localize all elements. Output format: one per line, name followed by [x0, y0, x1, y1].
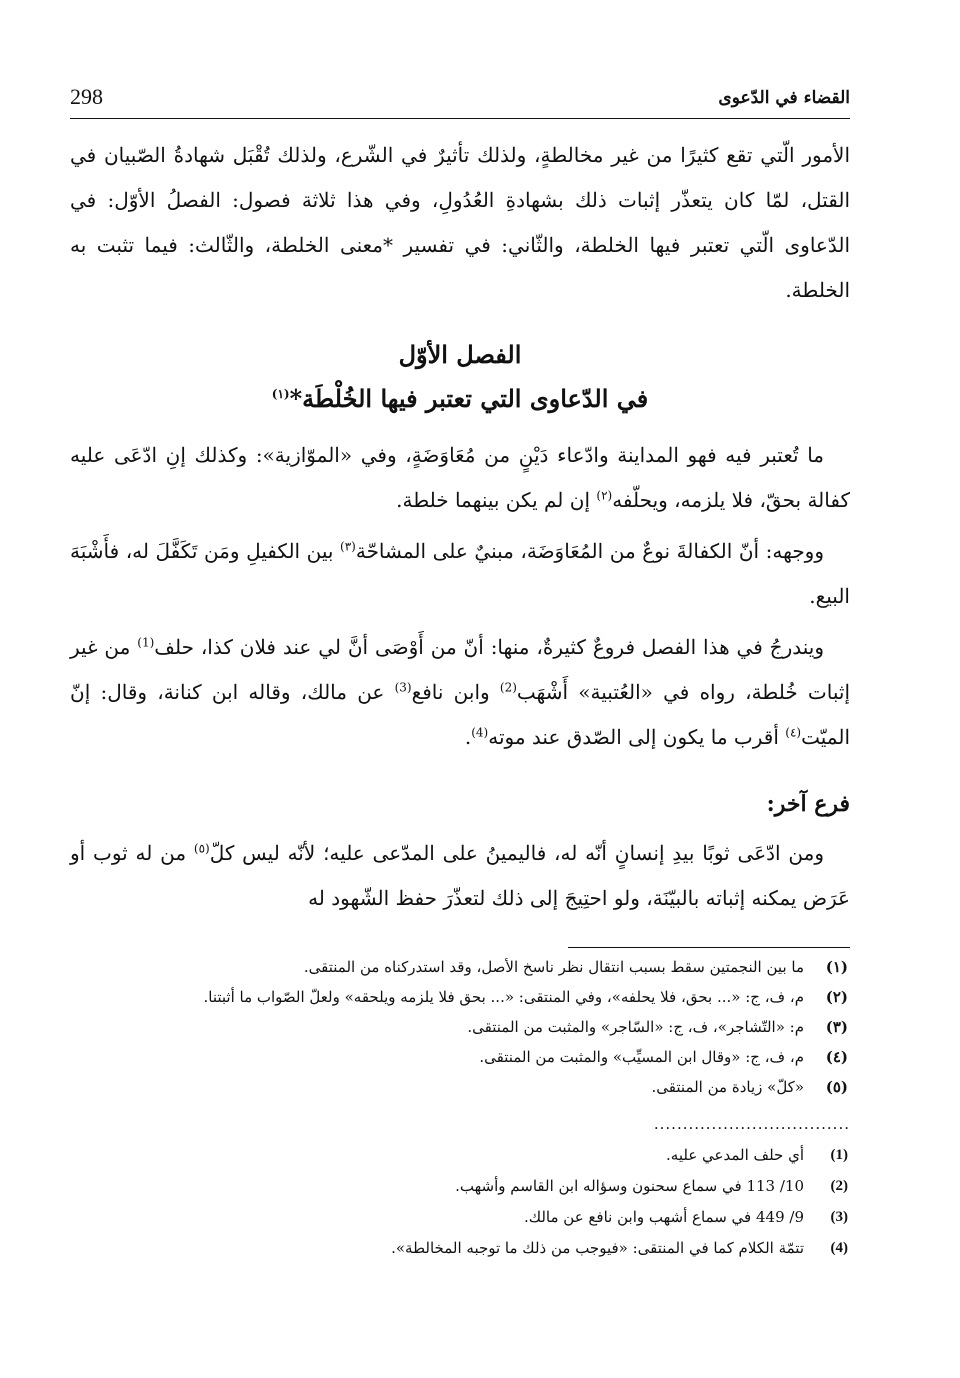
page	[70, 78, 850, 1262]
footnote: (١) ما بين النجمتين سقط بسبب انتقال نظر ناسخ الأصل، وقد استدركناه من المنتقى.	[303, 958, 848, 976]
footnote-ref: (2)	[499, 680, 517, 695]
editor-notes	[70, 1142, 850, 1262]
editor-note: (3) 9/ 449 في سماع أشهب وابن نافع عن مالك.	[523, 1208, 848, 1226]
intro-paragraph: الأمور الّتي تقع كثيرًا من غير مخالطةٍ، ولذلك تأثيرٌ في الشّرع، ولذلك تُقْبَل شهادةُ الصّبيان في القتل، لمّا كان يتعذّر إثبات ذلك بشهادةِ العُدُولِ، وفي هذا ثلاثة فصول: الفصلُ الأوّل: في الدّعاوى الّتي تعتبر فيها الخلطة، والثّاني: في تفسير *معنى الخلطة، والثّالث: فيما تثبت به الخلطة.	[70, 143, 850, 302]
paragraph-4: ومن ادّعَى ثوبًا بيدِ إنسانٍ أنّه له، فاليمينُ على المدّعى عليه؛ لأنّه ليس كلّ$^{(٥)}$ من له ثوب أو عَرَض يمكنه إثباته بالبيّنَة، ولو احتِيجَ إلى ذلك لتعذّرَ حفظ الشّهود له	[70, 841, 850, 910]
footnote: (٣) م: «التّشاجر»، ف، ج: «السّاجر» والمثبت من المنتقى.	[467, 1018, 848, 1036]
page-number: 298	[70, 84, 103, 109]
editor-note: (2) 10/ 113 في سماع سحنون وسؤاله ابن القاسم وأشهب.	[455, 1177, 848, 1195]
footnote-ref: (4)	[471, 725, 489, 740]
chapter-heading	[70, 333, 850, 421]
footnote-ref: (٢)	[596, 488, 613, 503]
footnote-ref: (3)	[394, 680, 412, 695]
editor-note: (4) تتمّة الكلام كما في المنتقى: «فيوجب من ذلك ما توجبه المخالطة».	[391, 1239, 848, 1257]
footnote-rule	[568, 947, 850, 948]
footnote-ref: (١)	[271, 387, 290, 401]
footnotes	[70, 954, 850, 1100]
running-title: القضاء في الدّعوى	[718, 88, 850, 108]
paragraph-3: ويندرجُ في هذا الفصل فروعٌ كثيرةٌ، منها: أنّ من أَوْصَى أنَّ لي عند فلان كذا، حلف$^{(1)}$ من غير إثبات خُلطة، رواه في «العُتبية» أَشْهَب$^{(2)}$ وابن نافع$^{(3)}$ عن مالك، وقاله ابن كنانة، وقال: إنّ الميّت$^{(٤)}$ أقرب ما يكون إلى الصّدق عند موته$^{(4)}$.	[70, 635, 850, 749]
editor-note: (1) أي حلف المدعي عليه.	[666, 1146, 848, 1164]
footnote-ref: (٣)	[340, 539, 356, 554]
footnote: (٢) م، ف، ج: «... بحق، فلا يحلفه»، وفي المنتقى: «... بحق فلا يلزمه ويلحقه» ولعلّ الصّواب ما أثبتنا.	[203, 988, 848, 1006]
chapter-title: الفصل الأوّل	[398, 340, 522, 369]
page-header	[70, 78, 850, 119]
footnote-ref: (٥)	[193, 841, 210, 856]
main-text	[70, 133, 850, 921]
footnote-ref: (1)	[137, 635, 155, 650]
paragraph-1: ما تُعتبر فيه فهو المداينة وادّعاء دَيْنٍ من مُعَاوَضَةٍ، وفي «الموّازية»: وكذلك إنِ ادّعَى عليه كفالة بحقّ، فلا يلزمه، ويحلّفه$^{(٢)}$ إن لم يكن بينهما خلطة.	[70, 443, 850, 512]
section-subheading: فرع آخر:	[766, 791, 850, 817]
dotted-separator: ..................................	[653, 1115, 850, 1133]
footnote: (٥) «كلّ» زيادة من المنتقى.	[651, 1078, 848, 1096]
footnote-ref: (٤)	[785, 725, 802, 740]
footnote: (٤) م، ف، ج: «وقال ابن المسيِّب» والمثبت من المنتقى.	[479, 1048, 848, 1066]
chapter-subtitle: في الدّعاوى التي تعتبر فيها الخُلْطَة*$^{(١)}$	[271, 384, 649, 413]
paragraph-2: ووجهه: أنّ الكفالةَ نوعٌ من المُعَاوَضَة، مبنيٌ على المشاحّة$^{(٣)}$ بين الكفيلِ ومَن تَكَفَّلَ له، فأَشْبَهَ البيع.	[70, 539, 850, 608]
